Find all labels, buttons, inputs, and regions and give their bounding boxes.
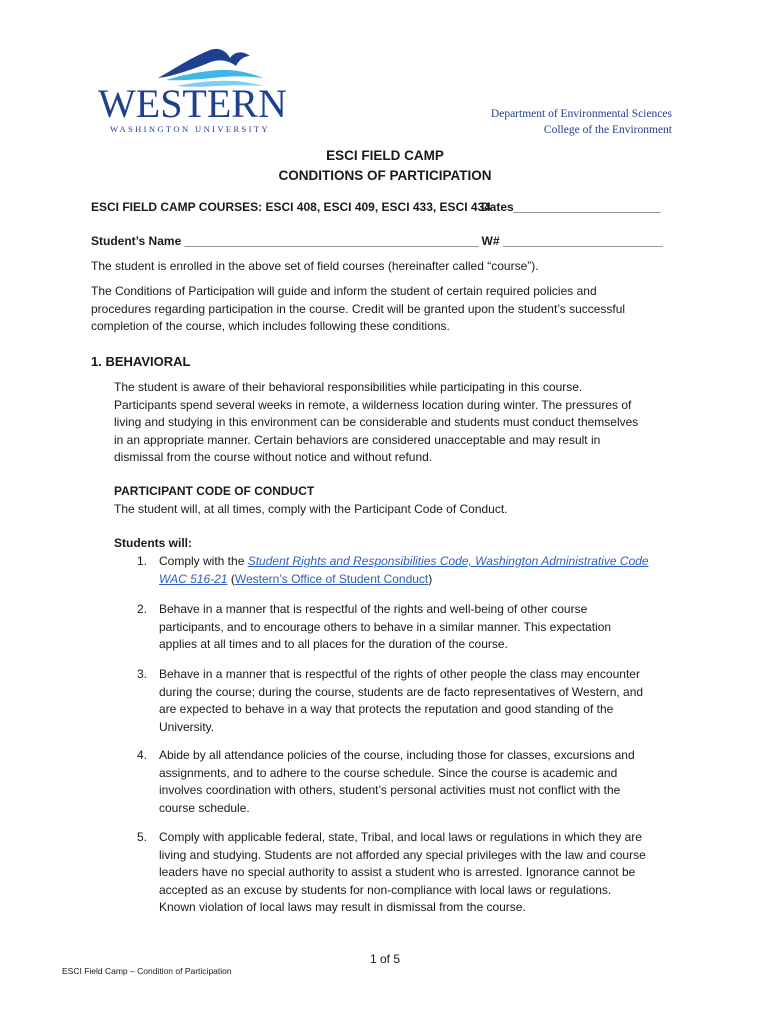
item-line: participants, and to encourage others to behave in a similar manner. This expectation xyxy=(159,619,612,634)
dates-field: Dates______________________ xyxy=(481,200,661,214)
behavioral-line: The student is aware of their behavioral responsibilities while participating in this course. xyxy=(114,380,583,394)
intro2-line: completion of the course, which includes following these conditions. xyxy=(91,319,450,333)
item-line: applies at all times and to all places for the duration of the course. xyxy=(159,637,508,651)
behavioral-line: dismissal from the course without notice and without refund. xyxy=(114,450,433,464)
list-item xyxy=(137,553,682,588)
code-of-conduct-heading: PARTICIPANT CODE OF CONDUCT xyxy=(114,484,315,498)
footer-doc-title: ESCI Field Camp – Condition of Participation xyxy=(62,966,232,976)
item-number: 4. xyxy=(137,748,148,762)
wac-link[interactable]: WAC 516-21 xyxy=(159,571,228,586)
item-line: accepted as an excuse by students for non-compliance with local laws or regulations. xyxy=(159,882,612,897)
doc-title-line2: CONDITIONS OF PARTICIPATION xyxy=(278,168,492,183)
intro-paragraph-1: The student is enrolled in the above set of field courses (hereinafter called “course”). xyxy=(91,259,539,273)
item-line: assignments, and to adhere to the course schedule. Since the course is academic and xyxy=(159,765,618,780)
logo-wordmark: WESTERN xyxy=(98,81,287,126)
behavioral-line: in an appropriate manner. Certain behaviors are considered unacceptable and may result in xyxy=(114,432,601,447)
page-number: 1 of 5 xyxy=(369,952,401,966)
logo-subtitle: WASHINGTON UNIVERSITY xyxy=(110,124,271,134)
item-line: are expected to behave in a way that protects the reputation and good standing of the xyxy=(159,702,614,716)
paren-close: ) xyxy=(428,571,433,586)
item-line: course schedule. xyxy=(159,800,250,815)
item-line: University. xyxy=(159,719,215,734)
intro2-line: The Conditions of Participation will guide and inform the student of certain required policies and xyxy=(91,284,597,298)
student-rights-code-link[interactable]: Student Rights and Responsibilities Code, Washington Administrative Code xyxy=(247,554,649,568)
code-of-conduct-text: The student will, at all times, comply with the Participant Code of Conduct. xyxy=(114,502,508,516)
department-name: Department of Environmental Sciences xyxy=(490,108,672,120)
wwu-logo xyxy=(96,44,287,136)
item-line: Abide by all attendance policies of the course, including those for classes, excursions and xyxy=(159,748,635,762)
list-item xyxy=(137,747,682,817)
item-line: Known violation of local laws may result in dismissal from the course. xyxy=(159,900,526,914)
list-item xyxy=(137,601,682,654)
item-line: involves coordination with others, student’s personal activities must not conflict with the xyxy=(159,783,621,797)
item-line: Behave in a manner that is respectful of the rights and well-being of other course xyxy=(159,602,588,616)
department-block xyxy=(491,106,672,138)
college-name: College of the Environment xyxy=(543,124,672,136)
item-line: living and studying. Students are not afforded any special privileges with the law and course xyxy=(159,847,646,862)
section-behavioral-heading: 1. BEHAVIORAL xyxy=(91,354,191,369)
student-name-line: Student’s Name ____________________________________________ W# ________________________ xyxy=(91,234,664,248)
item-number: 3. xyxy=(137,667,148,681)
behavioral-paragraph xyxy=(114,379,694,467)
item-number: 2. xyxy=(137,602,148,616)
item-number: 5. xyxy=(137,830,148,844)
office-student-conduct-link[interactable]: Western’s Office of Student Conduct xyxy=(234,571,429,586)
behavioral-line: living and studying in this environment can be considerable and students must conduct themselves xyxy=(114,415,639,429)
paren-open: ( xyxy=(227,571,235,586)
courses-line: ESCI FIELD CAMP COURSES: ESCI 408, ESCI 409, ESCI 433, ESCI 434 xyxy=(91,200,491,214)
doc-title-line1: ESCI FIELD CAMP xyxy=(326,148,444,163)
intro-paragraph-2 xyxy=(91,283,691,336)
intro2-line: procedures regarding participation in the course. Credit will be granted upon the student’s successful xyxy=(91,301,626,316)
item-number: 1. xyxy=(137,554,148,568)
behavioral-line: Participants spend several weeks in remote, a wilderness location during winter. The pressures of xyxy=(114,397,632,412)
list-item xyxy=(137,666,682,736)
item-line: Comply with applicable federal, state, Tribal, and local laws or regulations in which they are xyxy=(159,830,642,844)
item-text: Comply with the xyxy=(159,554,248,568)
item-line: during the course; during the course, students are de facto representatives of Western, and xyxy=(159,684,644,699)
list-item xyxy=(137,829,682,917)
students-will-heading: Students will: xyxy=(114,536,192,550)
item-line: Behave in a manner that is respectful of the rights of other people the class may encounter xyxy=(159,667,640,681)
item-line: leaders have no special authority to assist a student who is arrested. Ignorance cannot be xyxy=(159,865,636,879)
